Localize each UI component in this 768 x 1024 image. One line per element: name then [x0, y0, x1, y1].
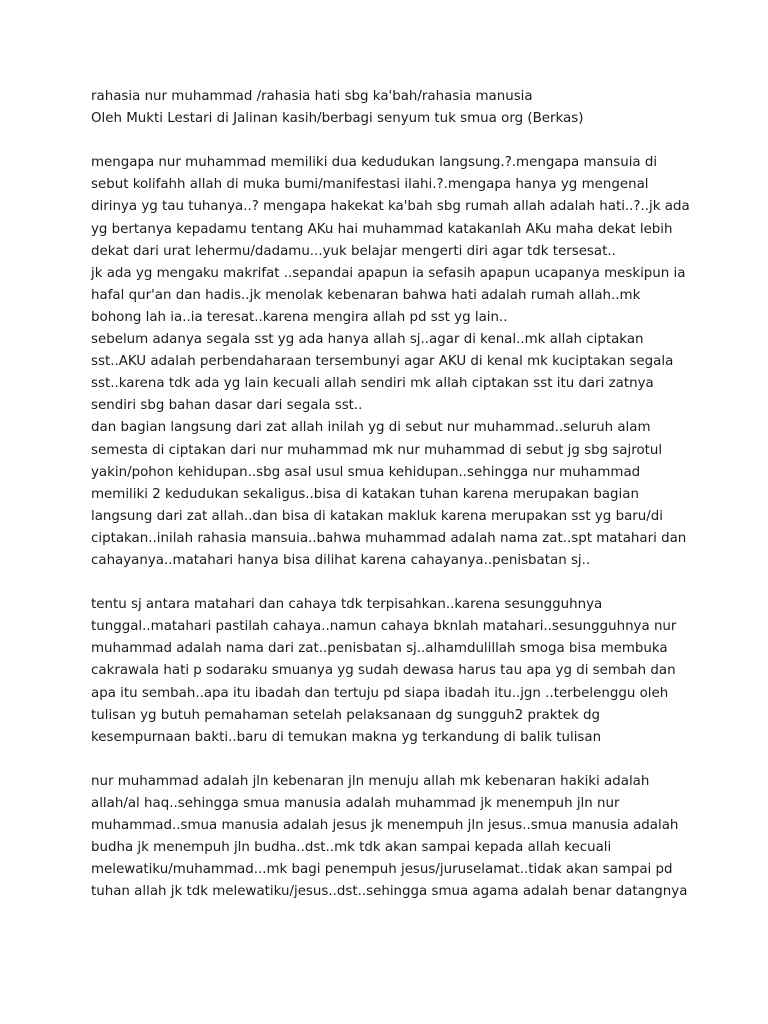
text-line: melewatiku/muhammad...mk bagi penempuh jesus/juruselamat..tidak akan sampai pd: [91, 862, 673, 878]
text-line: semesta di ciptakan dari nur muhammad mk nur muhammad di sebut jg sbg sajrotul: [91, 442, 663, 458]
document-title: rahasia nur muhammad /rahasia hati sbg ka'bah/rahasia manusia: [91, 89, 533, 104]
text-line: dirinya yg tau tuhanya..? mengapa hakekat ka'bah sbg rumah allah adalah hati..?..jk ada: [91, 199, 690, 215]
text-line: yakin/pohon kehidupan..sbg asal usul smua kehidupan..sehingga nur muhammad: [91, 464, 641, 480]
text-line: budha jk menempuh jln budha..dst..mk tdk akan sampai kepada allah kecuali: [91, 840, 612, 856]
text-line: sebut kolifahh allah di muka bumi/manifestasi ilahi.?.mengapa hanya yg mengenal: [91, 177, 649, 193]
text-line: sendiri sbg bahan dasar dari segala sst..: [91, 398, 363, 414]
text-line: memiliki 2 kedudukan sekaligus..bisa di katakan tuhan karena merupakan bagian: [91, 486, 639, 502]
text-line: sst..AKU adalah perbendaharaan tersembunyi agar AKU di kenal mk kuciptakan segala: [91, 354, 674, 370]
text-line: tuhan allah jk tdk melewatiku/jesus..dst..sehingga smua agama adalah benar datangnya: [91, 884, 688, 900]
document-text: [91, 86, 701, 903]
paragraph-spacer: [91, 572, 701, 594]
text-line: muhammad..smua manusia adalah jesus jk menempuh jln jesus..smua manusia adalah: [91, 818, 679, 834]
text-line: dan bagian langsung dari zat allah inilah yg di sebut nur muhammad..seluruh alam: [91, 420, 651, 436]
text-line: kesempurnaan bakti..baru di temukan makna yg terkandung di balik tulisan: [91, 729, 602, 745]
text-line: bohong lah ia..ia teresat..karena mengira allah pd sst yg lain..: [91, 309, 508, 325]
text-line: apa itu sembah..apa itu ibadah dan tertuju pd siapa ibadah itu..jgn ..terbelenggu oleh: [91, 685, 669, 701]
text-line: cakrawala hati p sodaraku smuanya yg sudah dewasa harus tau apa yg di sembah dan: [91, 663, 676, 679]
text-line: sebelum adanya segala sst yg ada hanya allah sj..agar di kenal..mk allah ciptakan: [91, 332, 644, 348]
text-line: ciptakan..inilah rahasia mansuia..bahwa muhammad adalah nama zat..spt matahari dan: [91, 530, 687, 546]
text-line: dekat dari urat lehermu/dadamu...yuk belajar mengerti diri agar tdk tersesat..: [91, 243, 616, 259]
paragraph-spacer: [91, 130, 701, 152]
text-line: yg bertanya kepadamu tentang AKu hai muhammad katakanlah AKu maha dekat lebih: [91, 221, 673, 237]
text-line: jk ada yg mengaku makrifat ..sepandai apapun ia sefasih apapun ucapanya meskipun ia: [91, 265, 686, 281]
paragraph-2: [91, 594, 701, 749]
text-line: tentu sj antara matahari dan cahaya tdk terpisahkan..karena sesungguhnya: [91, 597, 603, 613]
text-line: tunggal..matahari pastilah cahaya..namun cahaya bknlah matahari..sesungguhnya nur: [91, 619, 677, 635]
text-line: allah/al haq..sehingga smua manusia adalah muhammad jk menempuh jln nur: [91, 796, 620, 811]
text-line: cahayanya..matahari hanya bisa dilihat karena cahayanya..penisbatan sj..: [91, 552, 591, 568]
paragraph-3: [91, 771, 701, 904]
text-line: hafal qur'an dan hadis..jk menolak kebenaran bahwa hati adalah rumah allah..mk: [91, 287, 641, 303]
text-line: muhammad adalah nama dari zat..penisbatan sj..alhamdulillah smoga bisa membuka: [91, 641, 668, 657]
text-line: nur muhammad adalah jln kebenaran jln menuju allah mk kebenaran hakiki adalah: [91, 773, 650, 789]
text-line: mengapa nur muhammad memiliki dua kedudukan langsung.?.mengapa mansuia di: [91, 155, 658, 171]
document-byline: Oleh Mukti Lestari di Jalinan kasih/berbagi senyum tuk smua org (Berkas): [91, 111, 584, 127]
paragraph-1: [91, 152, 701, 572]
paragraph-spacer: [91, 749, 701, 771]
text-line: sst..karena tdk ada yg lain kecuali allah sendiri mk allah ciptakan sst itu dari zatnya: [91, 376, 654, 392]
text-line: tulisan yg butuh pemahaman setelah pelaksanaan dg sungguh2 praktek dg: [91, 707, 600, 723]
text-line: langsung dari zat allah..dan bisa di katakan makluk karena merupakan sst yg baru/di: [91, 508, 663, 524]
